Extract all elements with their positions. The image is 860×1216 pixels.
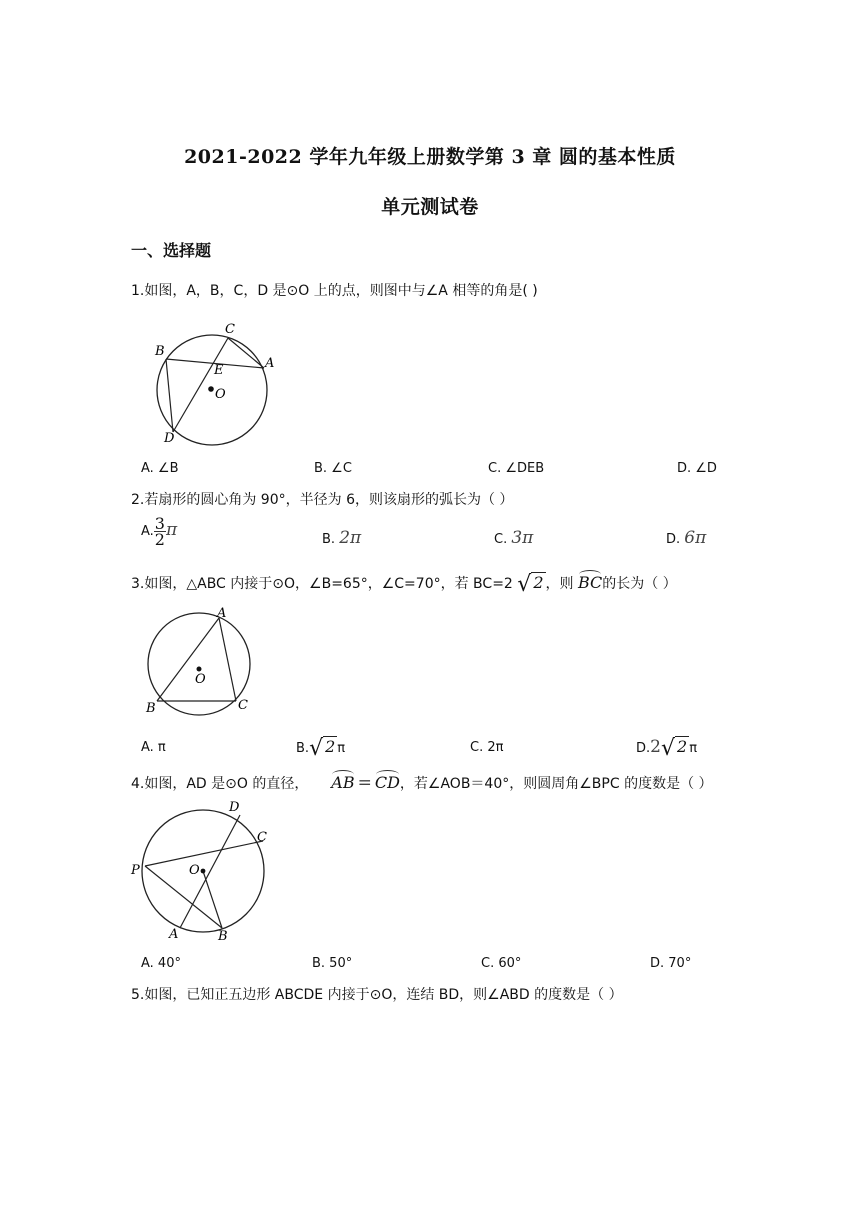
q2-option-c[interactable]	[494, 528, 533, 548]
label-a: A	[265, 356, 275, 371]
label-b: B	[218, 929, 228, 944]
circle-o	[148, 613, 250, 715]
question-1-figure	[145, 318, 285, 448]
q2-option-c-prefix: C.	[494, 532, 508, 547]
equals-sign: =	[357, 773, 372, 793]
label-c: C	[238, 698, 248, 713]
q2-option-d-value: 6π	[684, 528, 707, 548]
q3-option-b-suffix: π	[337, 741, 346, 756]
line-dc	[173, 338, 228, 432]
q4-option-d[interactable]: D. 70°	[650, 956, 692, 971]
q3-option-d-suffix: π	[689, 741, 698, 756]
label-a: A	[169, 927, 179, 942]
sqrt-icon: √	[660, 736, 676, 761]
q3-option-b-prefix: B.	[296, 741, 310, 756]
question-1-text: 1.如图，A，B，C，D 是⊙O 上的点，则图中与∠A 相等的角是( )	[131, 283, 538, 299]
q2-option-d-prefix: D.	[666, 532, 681, 547]
page-title: 2021-2022 学年九年级上册数学第 3 章 圆的基本性质	[184, 146, 676, 168]
q3-option-c[interactable]: C. 2π	[470, 740, 504, 755]
q2-option-d[interactable]	[666, 528, 706, 548]
pi-symbol: π	[165, 520, 178, 540]
line-ob	[203, 871, 222, 928]
arc-cd: CD	[375, 770, 400, 792]
center-dot	[208, 386, 214, 392]
q3-text-before: 3.如图，△ABC 内接于⊙O，∠B=65°，∠C=70°，若 BC=2	[131, 576, 513, 592]
line-ab	[157, 618, 219, 701]
fraction	[154, 516, 166, 547]
q4-text-after: ，若∠AOB＝40°，则圆周角∠BPC 的度数是（ ）	[399, 776, 713, 792]
question-3-figure	[140, 604, 265, 719]
q3-option-d-coef: 2	[650, 737, 661, 757]
sqrt-expression	[517, 572, 545, 597]
label-p: P	[131, 863, 140, 878]
page-subtitle: 单元测试卷	[381, 196, 479, 218]
q4-text-before: 4.如图，AD 是⊙O 的直径，	[131, 776, 309, 792]
label-o: O	[189, 863, 200, 878]
label-c: C	[225, 322, 235, 337]
sqrt-icon: √	[517, 572, 532, 597]
label-a: A	[217, 606, 227, 621]
label-d: D	[229, 800, 240, 815]
label-o: O	[195, 672, 206, 687]
question-3-text	[131, 570, 677, 597]
section-heading: 一、选择题	[131, 241, 212, 260]
question-4-figure	[128, 796, 278, 946]
question-2-text: 2.若扇形的圆心角为 90°，半径为 6，则该扇形的弧长为（ ）	[131, 492, 514, 508]
label-b: B	[146, 701, 156, 716]
q3-option-b[interactable]	[296, 736, 345, 761]
question-5-text: 5.如图，已知正五边形 ABCDE 内接于⊙O，连结 BD，则∠ABD 的度数是（ ）	[131, 987, 623, 1003]
label-c: C	[257, 830, 267, 845]
q2-option-b-prefix: B.	[322, 532, 336, 547]
q1-option-c[interactable]: C. ∠DEB	[488, 461, 545, 476]
center-dot	[197, 667, 202, 672]
line-pb	[145, 866, 222, 928]
q2-option-b[interactable]	[322, 528, 361, 548]
q4-option-b[interactable]: B. 50°	[312, 956, 353, 971]
sqrt-expression	[309, 736, 337, 761]
q2-option-c-value: 3π	[511, 528, 534, 548]
fraction-denominator: 2	[154, 530, 165, 549]
q3-text-after: 的长为（ ）	[602, 576, 677, 592]
q1-option-a[interactable]: A. ∠B	[141, 461, 179, 476]
q3-option-a[interactable]: A. π	[141, 740, 166, 755]
line-ca	[228, 338, 264, 368]
q4-option-c[interactable]: C. 60°	[481, 956, 522, 971]
question-4-text	[131, 770, 713, 793]
q3-option-d[interactable]	[636, 736, 697, 761]
sqrt-argument: 2	[533, 573, 544, 592]
q1-option-d[interactable]: D. ∠D	[677, 461, 717, 476]
label-d: D	[164, 431, 175, 446]
q2-option-a[interactable]	[141, 516, 177, 547]
q3-option-d-prefix: D.	[636, 741, 651, 756]
label-b: B	[155, 344, 165, 359]
line-pc	[145, 841, 263, 866]
sqrt-argument: 2	[325, 737, 336, 756]
q3-text-mid: ，则	[545, 576, 574, 592]
sqrt-expression	[661, 736, 689, 761]
sqrt-argument: 2	[677, 737, 688, 756]
q1-option-b[interactable]: B. ∠C	[314, 461, 352, 476]
arc-ab: AB	[331, 770, 354, 792]
label-o: O	[215, 387, 226, 402]
sqrt-icon: √	[309, 736, 324, 761]
q2-option-b-value: 2π	[339, 528, 362, 548]
line-ac	[219, 618, 236, 701]
arc-bc: BC	[578, 570, 602, 592]
fraction-numerator: 3	[154, 514, 165, 533]
center-dot	[201, 869, 206, 874]
q4-option-a[interactable]: A. 40°	[141, 956, 181, 971]
label-e: E	[214, 363, 224, 378]
q2-option-a-prefix: A.	[141, 524, 154, 539]
